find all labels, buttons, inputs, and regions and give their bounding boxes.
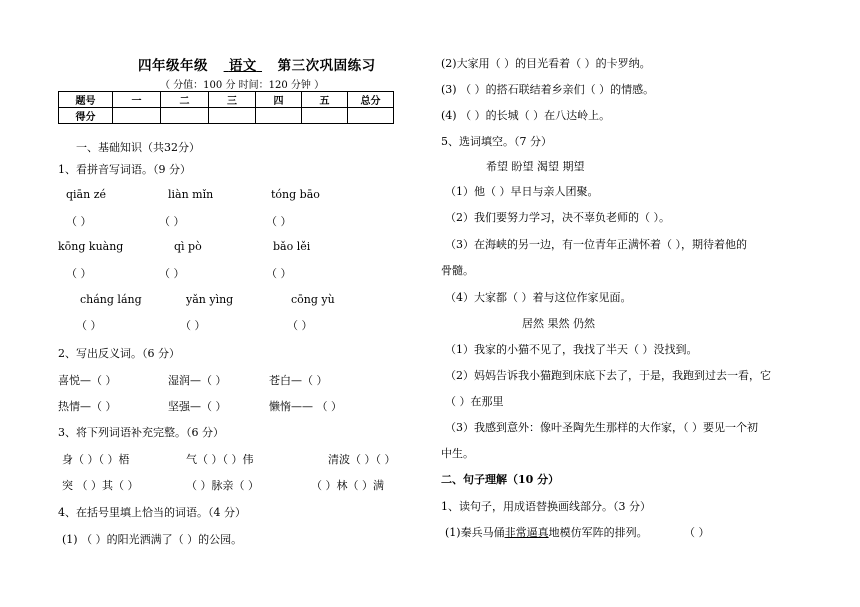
idiom-fill-item[interactable]: 气（ ）（ ）伟 <box>186 453 254 466</box>
pinyin: bǎo lěi <box>273 240 311 253</box>
page-title <box>138 54 376 74</box>
fill-sentence[interactable]: （3）我感到意外：像叶圣陶先生那样的大作家，（ ）要见一个初 <box>445 421 758 434</box>
pinyin: qì pò <box>174 240 202 253</box>
pinyin: liàn mǐn <box>168 188 214 201</box>
answer-blank[interactable]: （ ） <box>180 319 206 332</box>
section-1-heading: 一、基础知识（共32分） <box>76 141 200 154</box>
idiom-fill-item[interactable]: 突 （ ）其（ ） <box>62 479 139 492</box>
score-cell[interactable] <box>161 108 209 124</box>
fill-sentence[interactable]: （4）大家都（ ）着与这位作家见面。 <box>445 291 632 304</box>
fill-sentence-cont: 骨髓。 <box>441 264 474 277</box>
idiom-fill-item[interactable]: （ ）林（ ）满 <box>311 479 384 492</box>
section-2-heading: 二、句子理解（10 分） <box>441 473 560 486</box>
score-table-score-row <box>59 108 394 124</box>
answer-blank[interactable]: （ ） <box>66 215 92 228</box>
idiom-fill-item[interactable]: 清波（ ）（ ） <box>328 453 396 466</box>
table-cell: 总分 <box>348 92 394 108</box>
question-4-item-1[interactable]: (1) （ ）的阳光洒满了（ ）的公园。 <box>62 533 243 546</box>
score-table <box>58 91 394 124</box>
question-3: 3、将下列词语补充完整。（6 分） <box>58 426 224 439</box>
exam-info: （ 分值：100 分 时间：120 分钟 ） <box>160 80 325 91</box>
answer-blank[interactable]: （ ） <box>266 267 292 280</box>
idiom-fill-item[interactable]: 身（ ）（ ）梧 <box>62 453 130 466</box>
antonym-item[interactable]: 坚强—（ ） <box>168 400 227 413</box>
score-cell[interactable] <box>256 108 302 124</box>
pinyin: cháng láng <box>80 293 142 306</box>
sentence-start: (1)秦兵马俑 <box>445 526 505 539</box>
score-cell[interactable] <box>302 108 348 124</box>
answer-blank[interactable]: （ ） <box>684 526 710 539</box>
score-cell[interactable] <box>113 108 161 124</box>
subject-text: 语文 <box>228 58 257 74</box>
antonym-item[interactable]: 苍白—（ ） <box>269 374 328 387</box>
table-cell: 四 <box>256 92 302 108</box>
word-choices-1: 希望 盼望 渴望 期望 <box>486 160 585 173</box>
table-cell: 二 <box>161 92 209 108</box>
fill-sentence[interactable]: （3）在海峡的另一边，有一位青年正满怀着（ ），期待着他的 <box>445 238 747 251</box>
table-cell: 得分 <box>59 108 113 124</box>
score-table-header-row <box>59 92 394 108</box>
score-cell[interactable] <box>348 108 394 124</box>
question-1: 1、看拼音写词语。（9 分） <box>58 163 191 176</box>
antonym-item[interactable]: 懒惰—— （ ） <box>269 400 342 413</box>
sentence-end: 地模仿军阵的排列。 <box>548 526 648 539</box>
question-5: 5、选词填空。（7 分） <box>441 135 552 148</box>
pinyin: qiān zé <box>66 188 107 201</box>
answer-blank[interactable]: （ ） <box>266 215 292 228</box>
answer-blank[interactable]: （ ） <box>76 319 102 332</box>
fill-sentence[interactable]: （2）我们要努力学习，决不辜负老师的（ ）。 <box>445 211 670 224</box>
reading-question-1: 1、读句子，用成语替换画线部分。（3 分） <box>441 500 651 513</box>
pinyin: yǎn yìng <box>186 293 234 306</box>
answer-blank[interactable]: （ ） <box>287 319 313 332</box>
question-4-item-4[interactable]: (4) （ ）的长城（ ）在八达岭上。 <box>441 109 611 122</box>
reading-sentence-1 <box>445 524 648 540</box>
answer-blank[interactable]: （ ） <box>66 267 92 280</box>
question-4-item-3[interactable]: (3) （ ）的搭石联结着乡亲们（ ）的情感。 <box>441 83 655 96</box>
antonym-item[interactable]: 湿润—（ ） <box>168 374 227 387</box>
word-choices-2: 居然 果然 仍然 <box>522 317 595 330</box>
title-grade: 四年级年级 <box>138 58 208 74</box>
title-subject <box>224 58 262 74</box>
underlined-phrase: 非常逼真 <box>504 526 549 539</box>
fill-sentence[interactable]: （1）我家的小猫不见了，我找了半天（ ）没找到。 <box>445 343 698 356</box>
pinyin: tóng bāo <box>271 188 320 201</box>
fill-sentence-cont: 中生。 <box>441 447 474 460</box>
fill-sentence: （2）妈妈告诉我小猫跑到床底下去了，于是，我跑到过去一看，它 <box>445 369 771 382</box>
antonym-item[interactable]: 喜悦—（ ） <box>58 374 117 387</box>
question-4-item-2[interactable]: (2)大家用（ ）的目光看着（ ）的卡罗纳。 <box>441 57 651 70</box>
score-cell[interactable] <box>209 108 256 124</box>
answer-blank[interactable]: （ ） <box>159 215 185 228</box>
title-exam: 第三次巩固练习 <box>277 58 376 74</box>
table-cell: 三 <box>209 92 256 108</box>
question-4: 4、在括号里填上恰当的词语。（4 分） <box>58 506 246 519</box>
pinyin: cōng yù <box>291 293 335 306</box>
table-cell: 题号 <box>59 92 113 108</box>
table-cell: 五 <box>302 92 348 108</box>
fill-sentence-cont[interactable]: （ ）在那里 <box>445 395 504 408</box>
table-cell: 一 <box>113 92 161 108</box>
answer-blank[interactable]: （ ） <box>159 267 185 280</box>
fill-sentence[interactable]: （1）他（ ）早日与亲人团聚。 <box>445 185 599 198</box>
antonym-item[interactable]: 热情—（ ） <box>58 400 117 413</box>
question-2: 2、写出反义词。（6 分） <box>58 347 180 360</box>
pinyin: kōng kuàng <box>58 240 124 253</box>
idiom-fill-item[interactable]: （ ）脉亲（ ） <box>186 479 259 492</box>
